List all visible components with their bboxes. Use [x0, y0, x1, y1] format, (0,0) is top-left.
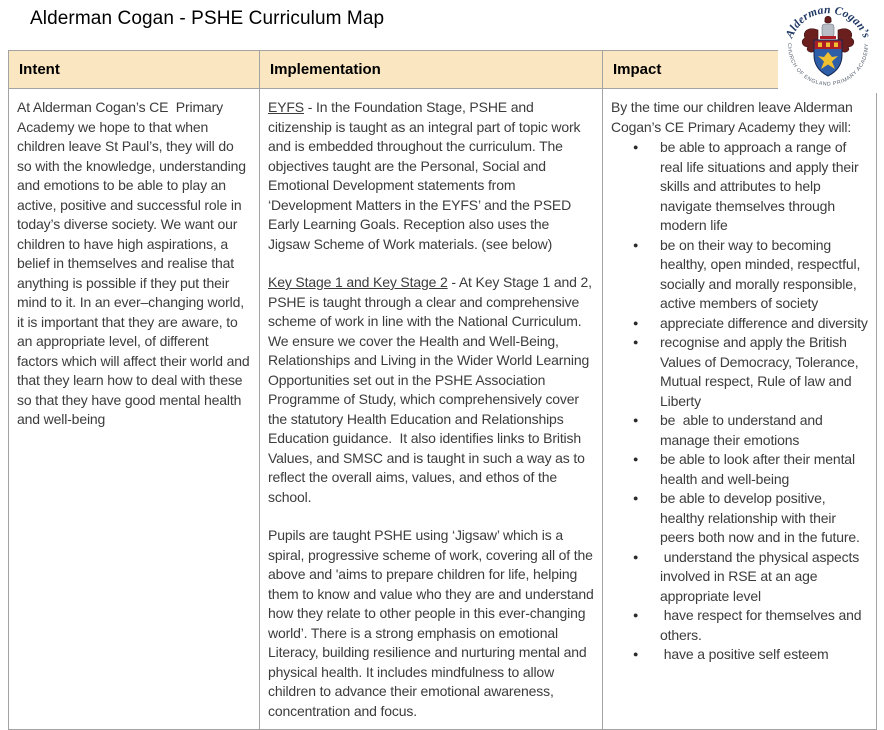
school-logo: [778, 0, 878, 93]
bullet-text: recognise and apply the British Values of Democracy, Tolerance, Mutual respect, Rule of law and Liberty: [660, 334, 863, 409]
keystages-underlined-lead: Key Stage 1 and Key Stage 2: [268, 274, 448, 290]
intent-paragraph: [17, 98, 254, 430]
eyfs-paragraph-text: - In the Foundation Stage, PSHE and citizenship is taught as an integral part of topic work and is embedded throughout the curriculum. The objectives taught are the Personal, Social and Emotional Development statements from ‘Development Matters in the EYFS’ and the PSED Early Learning Goals. Reception also uses the Jigsaw Scheme of Work materials. (see below): [268, 99, 585, 252]
bullet-text: appreciate difference and diversity: [660, 314, 868, 331]
crest-arc-bottom-text: CHURCH OF ENGLAND PRIMARY ACADEMY: [785, 42, 871, 88]
impact-intro: By the time our children leave Alderman Cogan’s CE Primary Academy they will:: [611, 99, 857, 135]
school-crest-logo: [778, 0, 878, 93]
list-item: [611, 548, 868, 607]
header-implementation: Implementation: [260, 51, 603, 89]
bullet-text: have a positive self esteem: [660, 646, 829, 662]
list-item: [611, 645, 868, 665]
bullet-text: be on their way to becoming healthy, open minded, respectful, socially and morally responsible, active members of society: [660, 236, 865, 311]
implementation-paragraph-keystages: [268, 273, 594, 507]
header-impact: Impact: [603, 51, 877, 89]
bullet-text: be able to look after their mental health and well-being: [660, 451, 859, 487]
bullet-text: understand the physical aspects involved in RSE at an age appropriate level: [660, 548, 863, 604]
eyfs-underlined-lead: EYFS: [268, 99, 304, 115]
crest-helm: [822, 24, 834, 37]
table-body-row: [9, 89, 877, 730]
impact-bullet-list: [611, 138, 868, 665]
intent-text: At Alderman Cogan’s CE Primary Academy we hope to that when children leave St Paul’s, they will do so with the knowledge, understanding and emotions to be able to play an active, positive and successful role in today’s diverse society. We want our children to have high aspirations, a belief in themselves and realise that anything is possible if they put their mind to it. In an ever–changing world, it is important that they are aware, to an appropriate level, of different factors which will affect their world and that they learn how to deal with these so that they have good mental health and well-being: [17, 99, 254, 427]
crest-torse: [820, 36, 836, 39]
jigsaw-paragraph-text: Pupils are taught PSHE using ‘Jigsaw’ which is a spiral, progressive scheme of work, covering all of the above and 'aims to prepare children for life, helping them to know and value who they are and understand how they relate to other people in this ever-changing world’. There is a strong emphasis on emotional Literacy, building resilience and nurturing mental and physical health. It includes mindfulness to allow children to advance their emotional awareness, concentration and focus.: [268, 527, 598, 719]
crest-plume: [825, 16, 832, 23]
crest-chief-charge: [818, 43, 822, 48]
list-item: [611, 314, 868, 334]
bullet-text: be able to develop positive, healthy relationship with their peers both now and in the future.: [660, 490, 860, 545]
bullet-text: be able to understand and manage their emotions: [660, 412, 827, 448]
crest-chief-charge: [826, 43, 830, 48]
impact-cell: [603, 89, 877, 730]
page-title: Alderman Cogan - PSHE Curriculum Map: [30, 8, 385, 29]
bullet-text: have respect for themselves and others.: [660, 607, 866, 643]
implementation-cell: [260, 89, 603, 730]
keystages-paragraph-text: - At Key Stage 1 and 2, PSHE is taught through a clear and comprehensive scheme of work in line with the National Curriculum. We ensure we cover the Health and Well-Being, Relationships and Living in the Wider World Learning Opportunities set out in the PSHE Association Programme of Study, which comprehensively cover the statutory Health Education and Relationships Education guidance. It also identifies links to British Values, and SMSC and is taught in such a way as to reflect the overall aims, values, and ethos of the school.: [268, 274, 596, 505]
list-item: [611, 606, 868, 645]
implementation-paragraph-jigsaw: [268, 526, 598, 721]
list-item: [611, 489, 868, 548]
list-item: [611, 411, 868, 450]
curriculum-map-table: [8, 50, 877, 730]
list-item: [611, 138, 868, 236]
intent-cell: [9, 89, 260, 730]
crest-arc-top-text: Alderman Cogan’s: [783, 4, 873, 41]
list-item: [611, 236, 868, 314]
implementation-paragraph-eyfs: [268, 98, 594, 254]
header-intent: Intent: [9, 51, 260, 89]
crest-chief-charge: [834, 43, 838, 48]
table-header-row: [9, 51, 877, 89]
list-item: [611, 333, 868, 411]
bullet-text: be able to approach a range of real life situations and apply their skills and attributes to help navigate themselves through modern life: [660, 139, 863, 233]
list-item: [611, 450, 868, 489]
